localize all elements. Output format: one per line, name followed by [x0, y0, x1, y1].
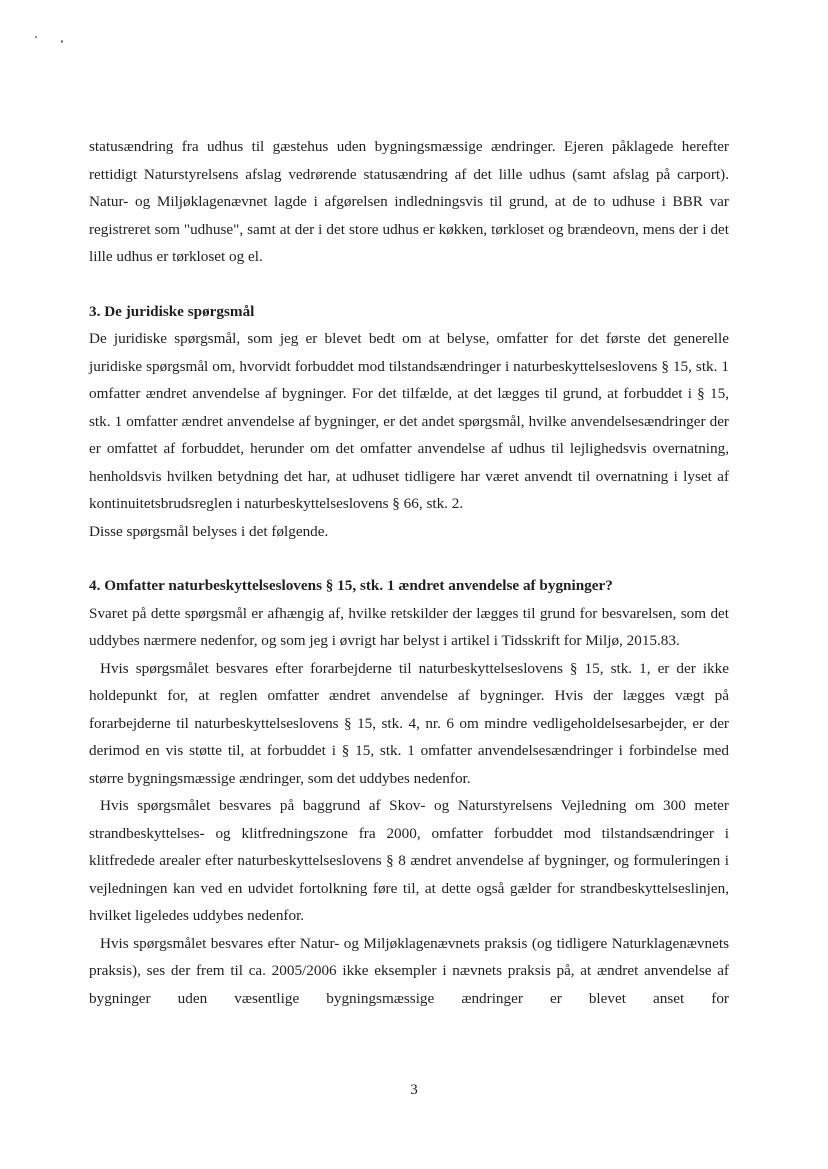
paragraph-continued: statusændring fra udhus til gæstehus uden bygningsmæssige ændringer. Ejeren påklagede herefter rettidigt Naturstyrelsens afslag vedrørende statusændring af det lille udhus (samt afslag på carport). Natur- og Miljøklagenævnet lagde i afgørelsen indledningsvis til grund, at de to udhuse i BBR var registreret som "udhuse", samt at der i det store udhus er køkken, tørkloset og brændeovn, mens der i det lille udhus er tørkloset og el.: [89, 138, 729, 265]
paragraph: Svaret på dette spørgsmål er afhængig af, hvilke retskilder der lægges til grund for besvarelsen, som det uddybes nærmere nedenfor, og som jeg i øvrigt har belyst i artikel i Tidsskrift for Miljø, 2015.83.: [89, 604, 729, 649]
paragraph: Hvis spørgsmålet besvares efter Natur- og Miljøklagenævnets praksis (og tidligere Naturklagenævnets praksis), ses der frem til ca. 2005/2006 ikke eksempler i nævnets praksis på, at ændret anvendelse af bygninger uden væsentlige bygningsmæssige ændringer er blevet anset for: [89, 934, 729, 1007]
section-3-heading: 3. De juridiske spørgsmål: [89, 302, 255, 320]
paragraph: De juridiske spørgsmål, som jeg er blevet bedt om at belyse, omfatter for det første det generelle juridiske spørgsmål om, hvorvidt forbuddet mod tilstandsændringer i naturbeskyttelseslovens § 15, stk. 1 omfatter ændret anvendelse af bygninger. For det tilfælde, at det lægges til grund, at forbuddet i § 15, stk. 1 omfatter ændret anvendelse af bygninger, er det andet spørgsmål, hvilke anvendelsesændringer der er omfattet af forbuddet, herunder om det omfatter anvendelse af udhus til lejlighedsvis overnatning, henholdsvis hvilken betydning det har, at udhuset tidligere har været anvendt til overnatning i lyset af kontinuitetsbrudsreglen i naturbeskyttelseslovens § 66, stk. 2.: [89, 330, 729, 512]
paragraph: Hvis spørgsmålet besvares efter forarbejderne til naturbeskyttelseslovens § 15, stk. 1, er der ikke holdepunkt for, at reglen omfatter ændret anvendelse af bygninger. Hvis der lægges vægt på forarbejderne til naturbeskyttelseslovens § 15, stk. 4, nr. 6 om mindre vedligeholdelsesarbejder, er der derimod en vis støtte til, at forbuddet i § 15, stk. 1 omfatter anvendelsesændringer i forbindelse med større bygningsmæssige ændringer, som det uddybes nedenfor.: [89, 659, 729, 787]
spacer: [89, 545, 729, 572]
spacer: [89, 271, 729, 298]
page-number: 3: [410, 1082, 418, 1098]
paragraph: Hvis spørgsmålet besvares på baggrund af Skov- og Naturstyrelsens Vejledning om 300 meter strandbeskyttelses- og klitfredningszone fra 2000, omfatter forbuddet mod tilstandsændringer i klitfredede arealer efter naturbeskyttelseslovens § 8 ændret anvendelse af bygninger, og formuleringen i vejledningen kan ved en udvidet fortolkning føre til, at dette også gælder for strandbeskyttelseslinjen, hvilket ligeledes uddybes nedenfor.: [89, 797, 729, 924]
scan-speck: [35, 36, 37, 38]
paragraph: Disse spørgsmål belyses i det følgende.: [89, 522, 329, 540]
scan-speck: [61, 40, 63, 43]
page-body: [89, 133, 729, 1012]
section-4-heading: 4. Omfatter naturbeskyttelseslovens § 15, stk. 1 ændret anvendelse af bygninger?: [89, 577, 613, 594]
